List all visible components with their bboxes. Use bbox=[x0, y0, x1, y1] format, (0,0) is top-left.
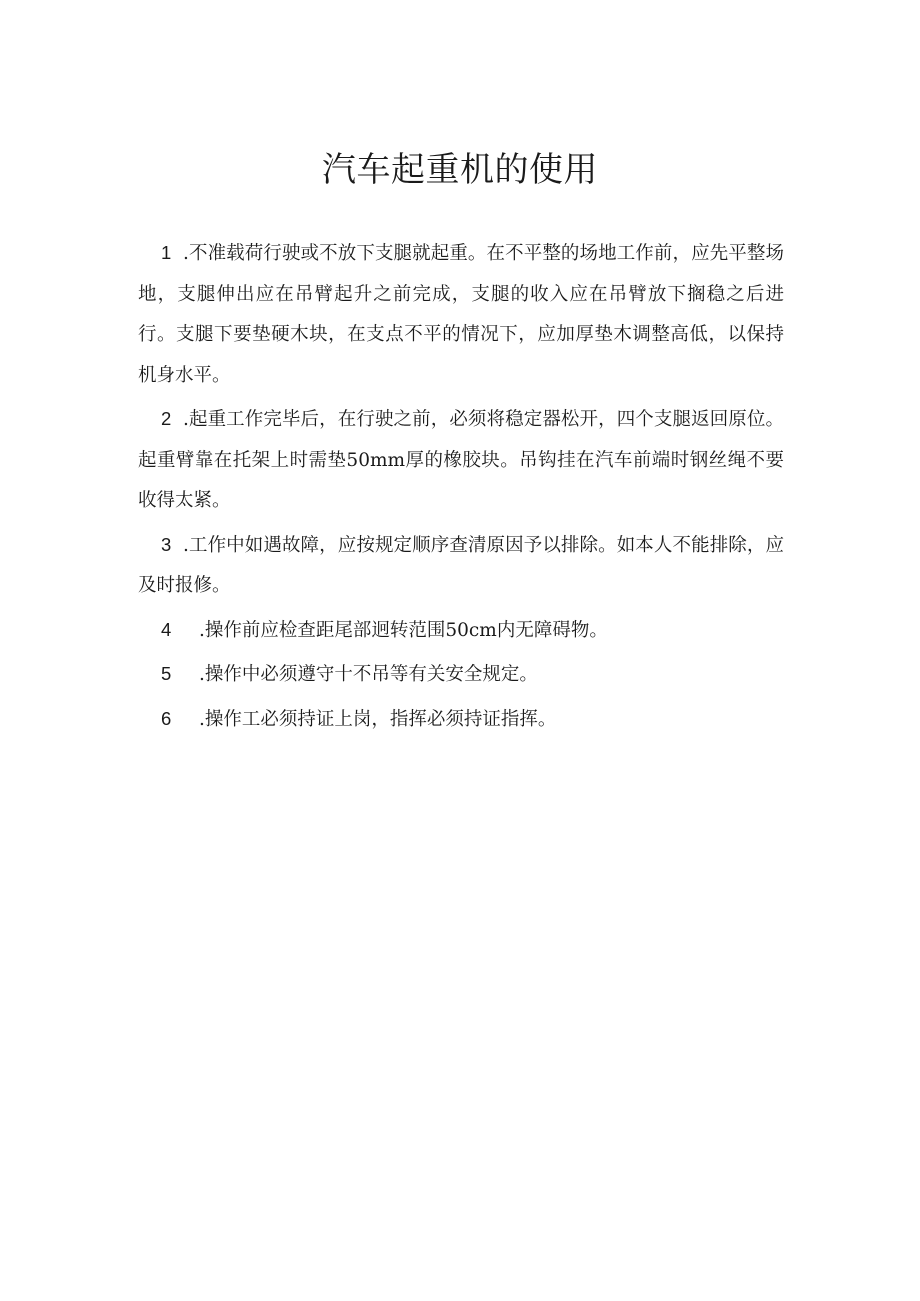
item-number: 2 bbox=[161, 408, 172, 429]
item-number: 4 bbox=[161, 618, 172, 640]
item-number: 5 bbox=[161, 663, 172, 684]
item-text: .操作前应检查距尾部迥转范围50cm内无障碍物。 bbox=[199, 619, 608, 641]
list-item bbox=[138, 699, 784, 741]
list-item bbox=[138, 525, 784, 607]
item-number: 6 bbox=[161, 707, 172, 729]
item-text: .操作中必须遵守十不吊等有关安全规定。 bbox=[199, 664, 538, 685]
item-text: .不准载荷行驶或不放下支腿就起重。在不平整的场地工作前，应先平整场地，支腿伸出应在吊臂起升之前完成，支腿的收入应在吊臂放下搁稳之后进行。支腿下要垫硬木块，在支点不平的情况下，应加厚垫木调整高低，以保持机身水平。 bbox=[138, 243, 784, 386]
document-body bbox=[138, 233, 784, 743]
list-item bbox=[138, 654, 784, 696]
item-text: .起重工作完毕后，在行驶之前，必须将稳定器松开，四个支腿返回原位。起重臂靠在托架上时需垫50mm厚的橡胶块。吊钩挂在汽车前端时钢丝绳不要收得太紧。 bbox=[138, 409, 784, 511]
list-item bbox=[138, 610, 784, 652]
list-item bbox=[138, 399, 784, 522]
list-item bbox=[138, 233, 784, 396]
item-number: 1 bbox=[161, 242, 172, 263]
document-title: 汽车起重机的使用 bbox=[322, 150, 598, 190]
item-text: .工作中如遇故障，应按规定顺序查清原因予以排除。如本人不能排除，应及时报修。 bbox=[138, 534, 784, 596]
item-number: 3 bbox=[161, 533, 172, 555]
item-text: .操作工必须持证上岗，指挥必须持证指挥。 bbox=[199, 708, 557, 730]
